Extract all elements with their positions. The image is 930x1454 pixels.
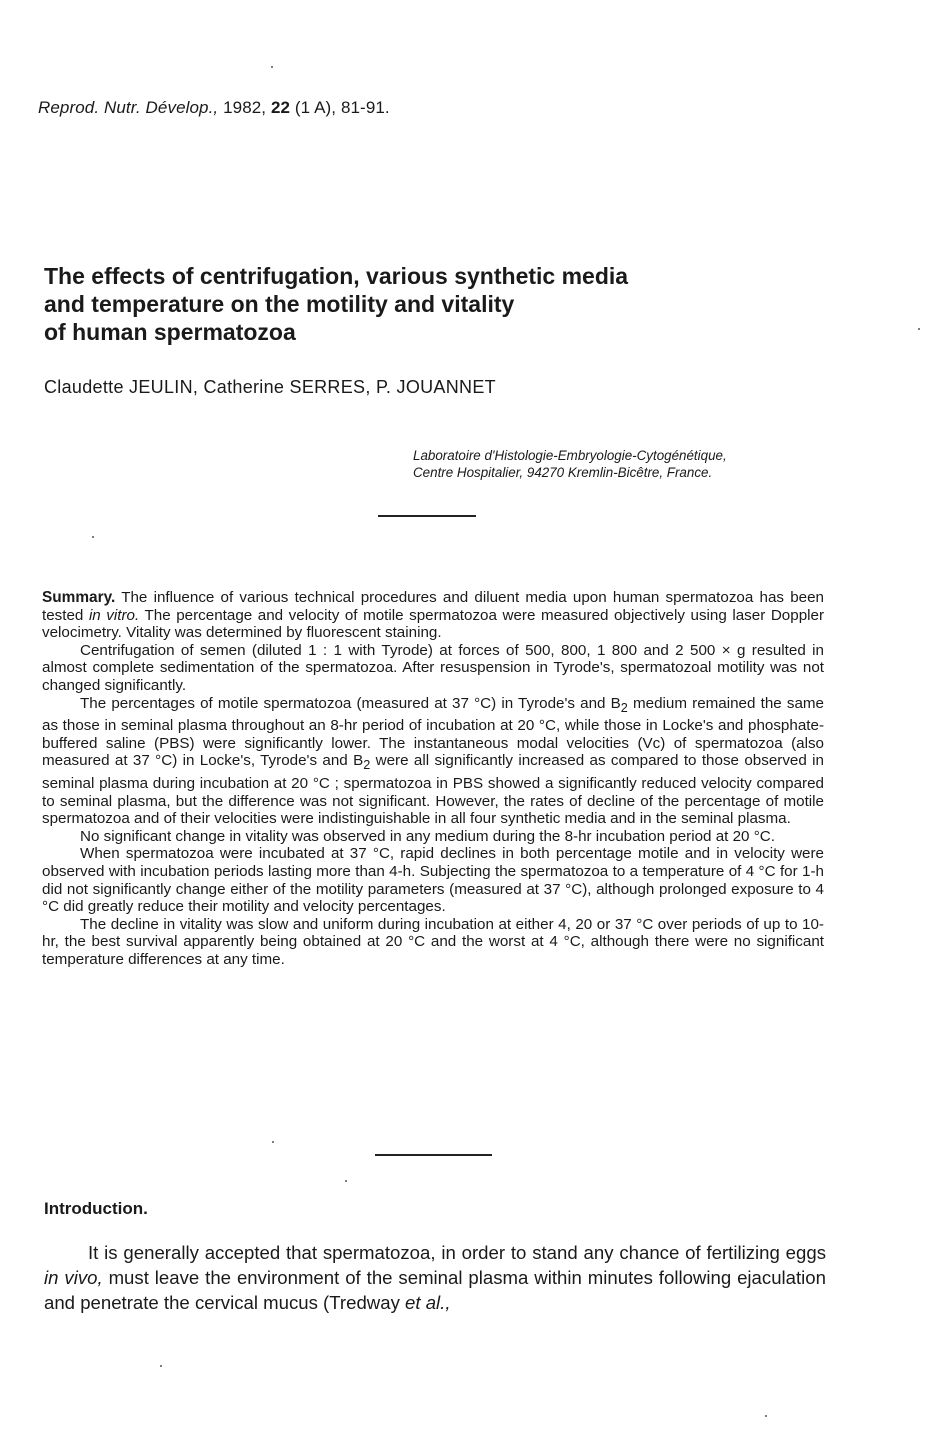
summary-paragraph: No significant change in vitality was observed in any medium during the 8-hr incubation period at 20 °C. bbox=[80, 827, 775, 845]
summary-text: The influence of various technical procedures and diluent media upon human spermatozoa has been tested bbox=[42, 589, 824, 624]
section-heading: Introduction. bbox=[44, 1199, 148, 1218]
summary-paragraph bbox=[42, 695, 824, 828]
body-italic: in vivo, bbox=[44, 1267, 103, 1289]
affiliation bbox=[413, 447, 727, 481]
scan-speck bbox=[345, 1180, 347, 1182]
author-list: Claudette JEULIN, Catherine SERRES, P. JOUANNET bbox=[44, 377, 496, 397]
summary-italic: in vitro. bbox=[88, 606, 140, 624]
summary-text: The percentages of motile spermatozoa (measured at 37 °C) in Tyrode's and B bbox=[80, 694, 621, 712]
journal-name: Reprod. Nutr. Dévelop., bbox=[38, 98, 219, 117]
introduction-body bbox=[44, 1240, 826, 1316]
scan-speck bbox=[272, 1141, 274, 1143]
journal-issue-pages: (1 A), 81-91. bbox=[290, 98, 390, 117]
journal-citation bbox=[38, 98, 390, 118]
title-line: The effects of centrifugation, various synthetic media bbox=[44, 263, 629, 289]
body-italic: et al., bbox=[405, 1292, 451, 1314]
summary-paragraph: Centrifugation of semen (diluted 1 : 1 with Tyrode) at forces of 500, 800, 1 800 and 2 500 × g resulted in almost complete sedimentation of the spermatozoa. After resuspension in Tyrode's, spermatozoal motility was not changed significantly. bbox=[42, 641, 824, 694]
journal-volume: 22 bbox=[270, 98, 291, 117]
summary-text: were all significantly increased as compared to those observed in seminal plasma during incubation at 20 °C ; spermatozoa in PBS showed a significantly reduced velocity compared to seminal plasma, but the difference was not significant. However, the rates of decline of the percentage of motile spermatozoa and of their velocities were indistinguishable in all four synthetic media and in the seminal plasma. bbox=[42, 752, 825, 828]
scan-speck bbox=[918, 328, 920, 330]
paper-title bbox=[44, 262, 804, 346]
scan-speck bbox=[92, 536, 94, 538]
title-line: and temperature on the motility and vitality bbox=[44, 291, 515, 317]
scan-speck bbox=[271, 66, 273, 68]
separator-rule bbox=[378, 515, 476, 517]
title-line: of human spermatozoa bbox=[44, 319, 296, 345]
body-paragraph bbox=[44, 1240, 826, 1316]
journal-year: 1982, bbox=[218, 98, 271, 117]
affiliation-line: Centre Hospitalier, 94270 Kremlin-Bicêtre, France. bbox=[413, 465, 713, 480]
subscript: 2 bbox=[620, 700, 628, 715]
summary-paragraph: When spermatozoa were incubated at 37 °C, rapid declines in both percentage motile and in velocity were observed with incubation periods lasting more than 4-h. Subjecting the spermatozoa to a temperature of 4 °C for 1-h did not significantly change either of the motility parameters (measured at 37 °C), although prolonged exposure to 4 °C did greatly reduce their motility and velocity percentages. bbox=[42, 845, 824, 916]
body-text: must leave the environment of the seminal plasma within minutes following ejaculation and penetrate the cervical mucus (Tredway bbox=[44, 1267, 826, 1314]
summary-section bbox=[42, 589, 824, 969]
separator-rule bbox=[375, 1154, 492, 1156]
scan-speck bbox=[765, 1415, 767, 1417]
summary-paragraph bbox=[42, 589, 824, 642]
summary-text: The percentage and velocity of motile spermatozoa were measured objectively using laser Doppler velocimetry. Vitality was determined by fluorescent staining. bbox=[42, 606, 825, 642]
summary-text: medium remained the same as those in seminal plasma throughout an 8-hr period of incubation at 20 °C, while those in Locke's and phosphate-buffered saline (PBS) were significantly lower. The instantaneous modal velocities (Vc) of spermatozoa (also measured at 37 °C) in Locke's, Tyrode's and B bbox=[42, 694, 825, 770]
summary-paragraph: The decline in vitality was slow and uniform during incubation at either 4, 20 or 37 °C over periods of up to 10-hr, the best survival apparently being obtained at 20 °C and the worst at 4 °C, although there were no significant temperature differences at any time. bbox=[42, 915, 824, 968]
scan-speck bbox=[160, 1365, 162, 1367]
affiliation-line: Laboratoire d'Histologie-Embryologie-Cytogénétique, bbox=[413, 448, 727, 463]
body-text: It is generally accepted that spermatozoa, in order to stand any chance of fertilizing eggs bbox=[88, 1242, 826, 1263]
subscript: 2 bbox=[363, 758, 371, 773]
summary-label: Summary. bbox=[42, 589, 116, 606]
